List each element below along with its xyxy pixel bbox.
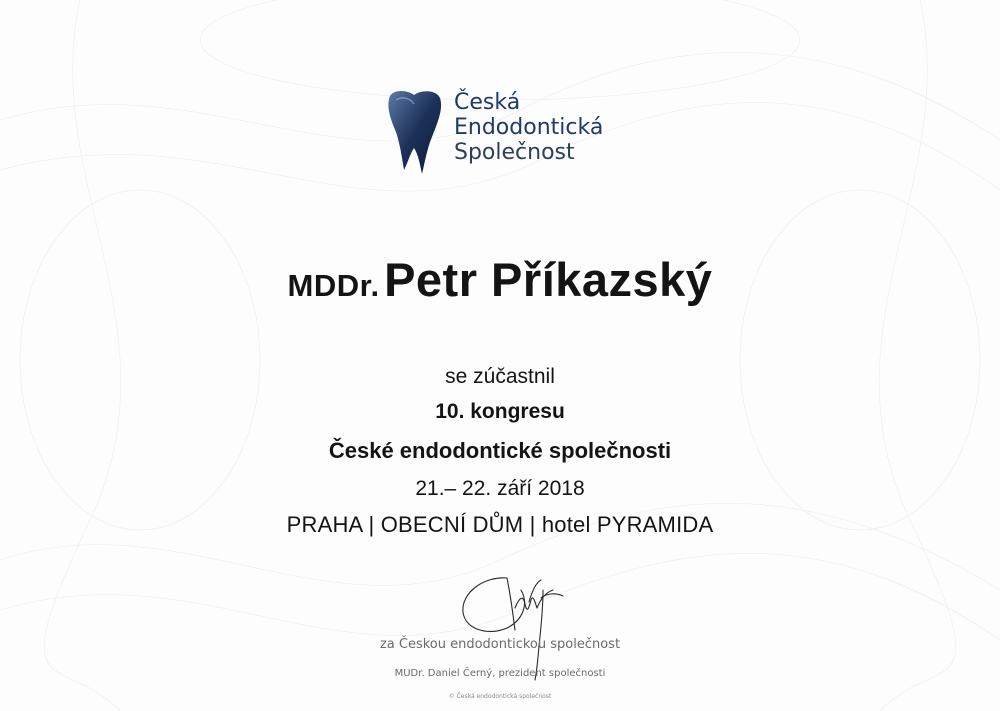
- logo-text-line1: Česká: [454, 90, 521, 115]
- recipient-fullname: Petr Příkazský: [384, 253, 713, 306]
- congress-number: 10. kongresu: [435, 400, 565, 423]
- recipient-name: [0, 252, 1000, 307]
- society-logo: [386, 88, 636, 178]
- logo-text-line2: Endodontická: [454, 115, 604, 140]
- recipient-title: MDDr.: [287, 268, 380, 303]
- copyright-notice: © Česká endodontická společnost: [448, 693, 552, 700]
- handwritten-signature: [455, 568, 575, 683]
- signature-role: za Českou endodontickou společnost: [379, 637, 621, 652]
- society-name: České endodontické společnosti: [328, 438, 672, 463]
- event-dates: 21.– 22. září 2018: [415, 477, 585, 500]
- event-venue: PRAHA | OBECNÍ DŮM | hotel PYRAMIDA: [286, 512, 714, 537]
- participation-text: se zúčastnil: [445, 365, 555, 388]
- tooth-icon: [386, 88, 444, 176]
- signatory-name: MUDr. Daniel Černý, prezident společnosti: [394, 668, 606, 679]
- logo-text-line3: Společnost: [454, 140, 575, 165]
